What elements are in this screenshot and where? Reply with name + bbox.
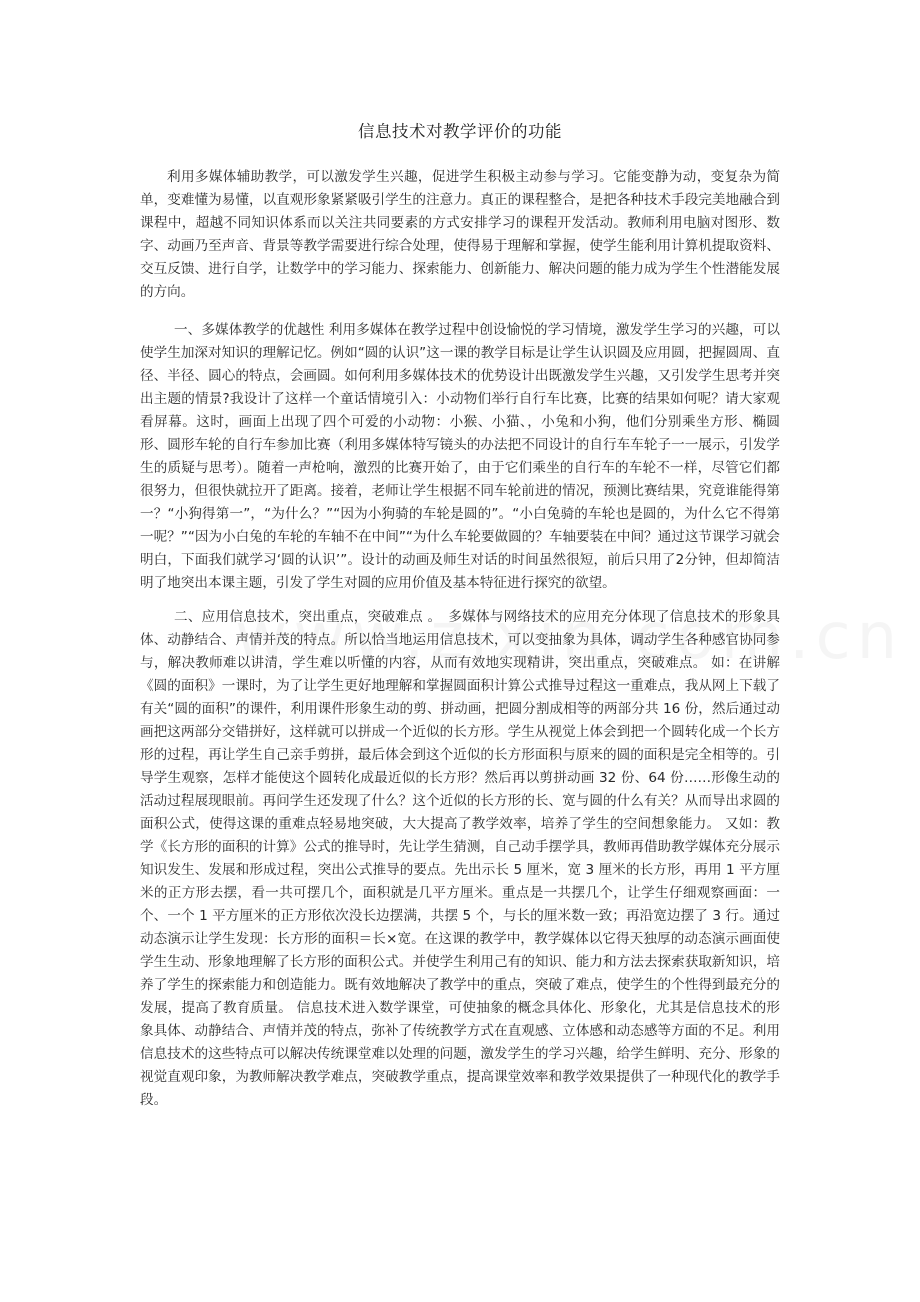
paragraph-key-difficult-points: 二、应用信息技术，突出重点，突破难点 。 多媒体与网络技术的应用充分体现了信息技术的形象具体、动静结合、声情并茂的特点。所以恰当地运用信息技术，可以变抽象为具体，调动学生各种感官协同参与，解决教师难以讲清，学生难以听懂的内容，从而有效地实现精讲，突出重点，突破难点。 如：在讲解《圆的面积》一课时，为了让学生更好地理解和掌握圆面积计算公式推导过程这一重难点，我从网上下载了有关“圆的面积”的课件，利用课件形象生动的剪、拼动画，把圆分割成相等的两部分共 16 份，然后通过动画把这两部分交错拼好，这样就可以拼成一个近似的长方形。学生从视觉上体会到把一个圆转化成一个长方形的过程，再让学生自己亲手剪拼，最后体会到这个近似的长方形面积与原来的圆的面积是完全相等的。引导学生观察，怎样才能使这个圆转化成最近似的长方形？然后再以剪拼动画 32 份、64 份……形像生动的活动过程展现眼前。再问学生还发现了什么？这个近似的长方形的长、宽与圆的什么有关？从而导出求圆的面积公式，使得这课的重难点轻易地突破，大大提高了教学效率，培养了学生的空间想象能力。 又如：教学《长方形的面积的计算》公式的推导时，先让学生猜测，自己动手摆学具，教师再借助教学媒体充分展示知识发生、发展和形成过程，突出公式推导的要点。先出示长 5 厘米，宽 3 厘米的长方形，再用 1 平方厘米的正方形去摆，看一共可摆几个，面积就是几平方厘米。重点是一共摆几个，让学生仔细观察画面：一个、一个 1 平方厘米的正方形依次没长边摆满，共摆 5 个，与长的厘米数一致；再沿宽边摆了 3 行。通过动态演示让学生发现：长方形的面积＝长×宽。在这课的教学中，教学媒体以它得天独厚的动态演示画面使学生生动、形象地理解了长方形的面积公式。并使学生利用己有的知识、能力和方法去探索获取新知识，培养了学生的探索能力和创造能力。既有效地解决了教学中的重点，突破了难点，使学生的个性得到最充分的发展，提高了教育质量。 信息技术进入数学课堂，可使抽象的概念具体化、形象化，尤其是信息技术的形象具体、动静结合、声情并茂的特点，弥补了传统教学方式在直观感、立体感和动态感等方面的不足。利用信息技术的这些特点可以解决传统课堂难以处理的问题，激发学生的学习兴趣，给学生鲜明、充分、形象的视觉直观印象，为教师解决教学难点，突破教学重点，提高课堂效率和教学效果提供了一种现代化的教学手段。 xyxy=(140,609,780,1108)
paragraph-intro: 利用多媒体辅助教学，可以激发学生兴趣，促进学生积极主动参与学习。它能变静为动，变复杂为简单，变难懂为易懂，以直观形象紧紧吸引学生的注意力。真正的课程整合，是把各种技术手段完美地融合到课程中，超越不同知识体系而以关注共同要素的方式安排学习的课程开发活动。教师利用电脑对图形、数字、动画乃至声音、背景等教学需要进行综合处理，使得易于理解和掌握，使学生能利用计算机提取资料、交互反馈、进行自学，让数学中的学习能力、探索能力、创新能力、解决问题的能力成为学生个性潜能发展的方向。 xyxy=(140,169,780,300)
paragraph-multimedia-advantages: 一、多媒体教学的优越性 利用多媒体在教学过程中创设愉悦的学习情境，激发学生学习的兴趣，可以使学生加深对知识的理解记忆。例如“圆的认识”这一课的教学目标是让学生认识圆及应用圆，把握圆周、直径、半径、圆心的特点，会画圆。如何利用多媒体技术的优势设计出既激发学生兴趣，又引发学生思考并突出主题的情景?我设计了这样一个童话情境引入：小动物们举行自行车比赛，比赛的结果如何呢？请大家观看屏幕。这时，画面上出现了四个可爱的小动物：小猴、小猫、，小兔和小狗，他们分别乘坐方形、椭圆形、圆形车轮的自行车参加比赛（利用多媒体特写镜头的办法把不同设计的自行车车轮子一一展示，引发学生的质疑与思考）。随着一声枪响，激烈的比赛开始了，由于它们乘坐的自行车的车轮不一样，尽管它们都很努力，但很快就拉开了距离。接着，老师让学生根据不同车轮前进的情况，预测比赛结果，究竟谁能得第一？“小狗得第一”，“为什么？”“因为小狗骑的车轮是圆的”。“小白兔骑的车轮也是圆的，为什么它不得第一呢？”“因为小白兔的车轮的车轴不在中间”“为什么车轮要做圆的？车轴要装在中间？通过这节课学习就会明白，下面我们就学习‘圆的认识’”。设计的动画及师生对话的时间虽然很短，前后只用了2分钟，但却简洁明了地突出本课主题，引发了学生对圆的应用价值及基本特征进行探究的欲望。 xyxy=(140,322,780,591)
document-page xyxy=(140,0,780,1112)
document-title: 信息技术对教学评价的功能 xyxy=(358,122,562,141)
